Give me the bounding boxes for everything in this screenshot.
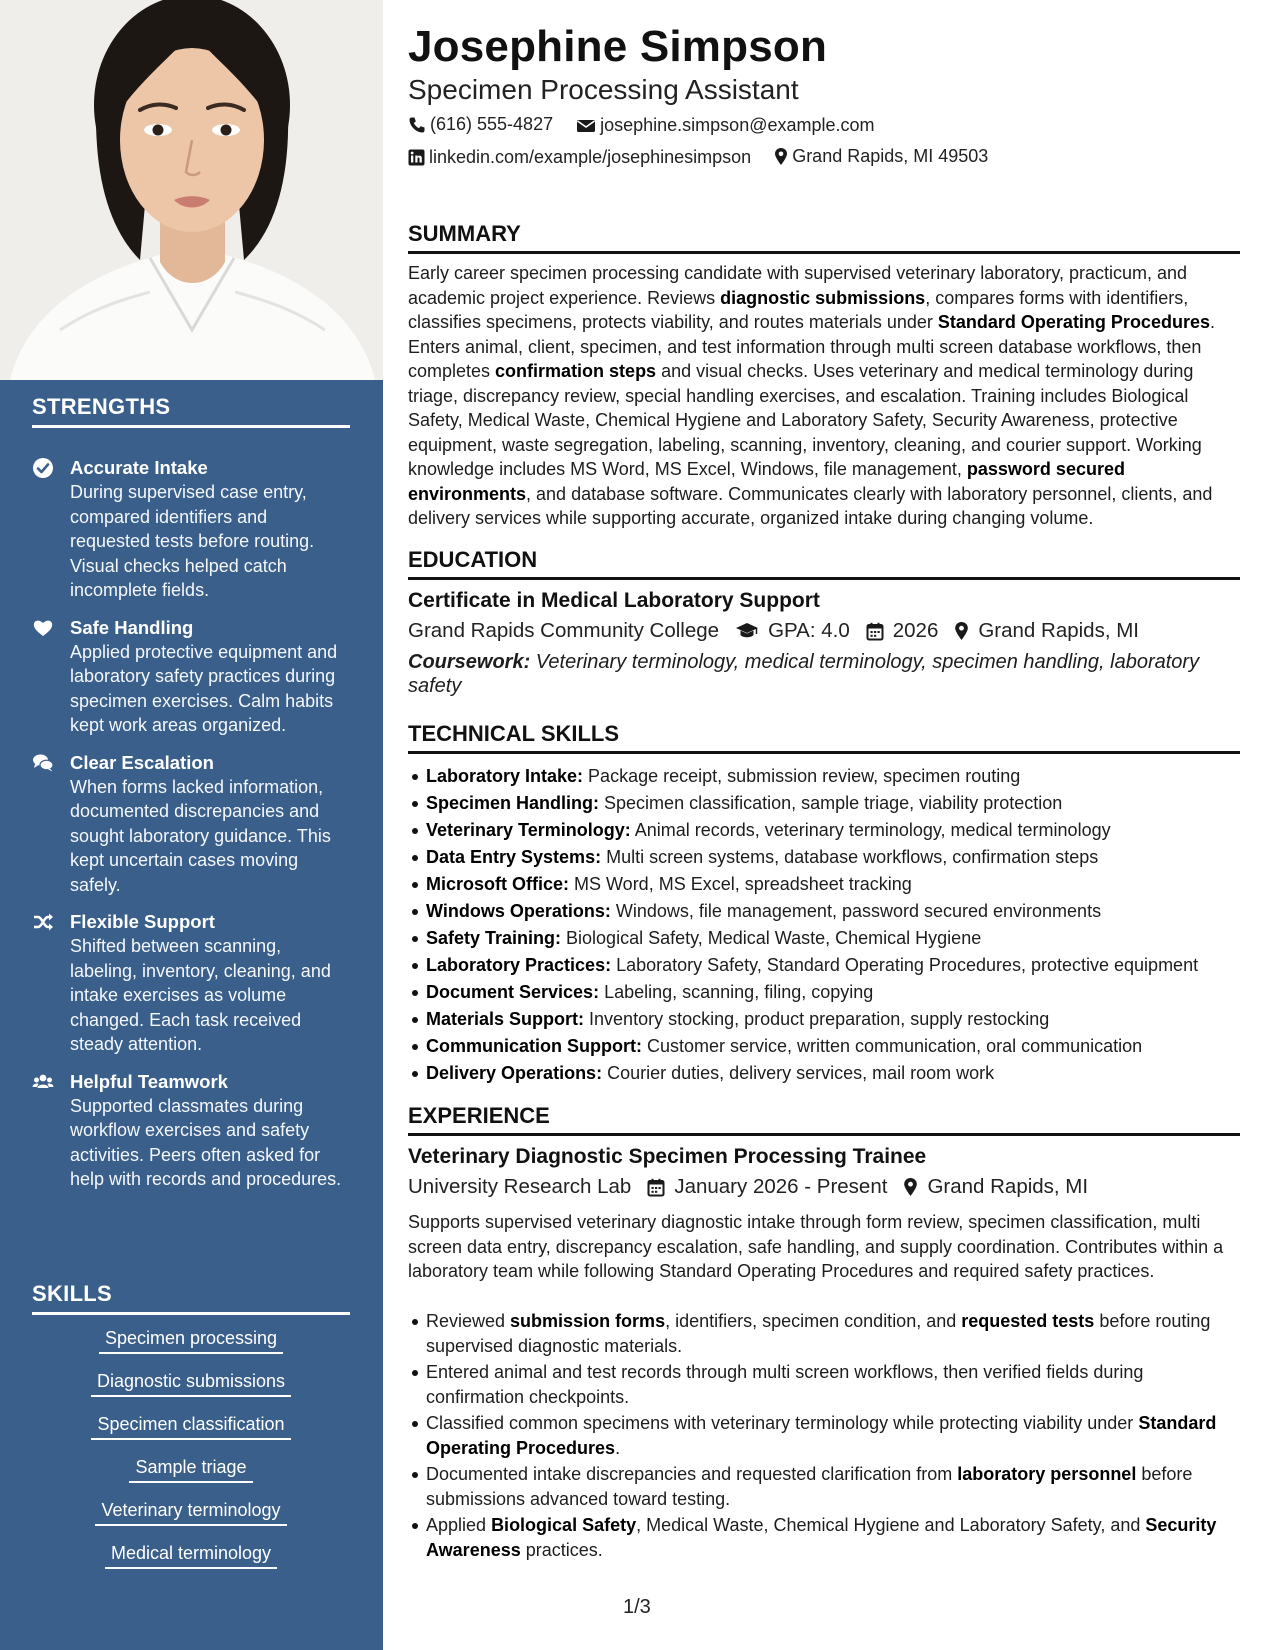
list-item: Microsoft Office: MS Word, MS Excel, spreadsheet tracking (426, 871, 1240, 898)
strengths-heading: STRENGTHS (32, 394, 350, 428)
strength-description: During supervised case entry, compared identifiers and requested tests before routing. Visual checks helped catch incomplete fields. (70, 482, 315, 600)
profile-photo (0, 0, 383, 380)
strength-item (32, 456, 352, 603)
strength-title: Safe Handling (70, 616, 194, 638)
education-details (408, 619, 1155, 643)
education-location: Grand Rapids, MI (954, 619, 1139, 643)
heart-icon (32, 617, 54, 639)
list-item: Communication Support: Customer service, written communication, oral communication (426, 1033, 1240, 1060)
employment-dates: January 2026 - Present (647, 1175, 887, 1199)
contact-row (408, 146, 1006, 171)
organization: University Research Lab (408, 1175, 632, 1198)
job-role: Veterinary Diagnostic Specimen Processing Trainee (408, 1145, 927, 1168)
list-item: Document Services: Labeling, scanning, filing, copying (426, 979, 1240, 1006)
degree-title: Certificate in Medical Laboratory Support (408, 589, 820, 612)
users-icon (32, 1071, 54, 1093)
map-pin-icon (774, 147, 788, 166)
list-item: Documented intake discrepancies and requested clarification from laboratory personnel before submissions advanced toward testing. (426, 1462, 1240, 1511)
strength-description: When forms lacked information, documented discrepancies and sought laboratory guidance. This kept uncertain cases moving safely. (70, 776, 331, 895)
shuffle-icon (32, 911, 54, 933)
strength-item (32, 751, 352, 898)
strength-title: Helpful Teamwork (70, 1070, 228, 1092)
comments-icon (32, 752, 54, 774)
gpa: GPA: 4.0 (735, 619, 850, 643)
list-item: Data Entry Systems: Multi screen systems, database workflows, confirmation steps (426, 844, 1240, 871)
skill-tag: Veterinary terminology (32, 1498, 350, 1526)
technical-skills-list (426, 763, 1240, 1087)
location-contact: Grand Rapids, MI 49503 (774, 146, 988, 167)
list-item: Entered animal and test records through multi screen workflows, then verified fields during confirmation checkpoints. (426, 1360, 1240, 1409)
list-item: Laboratory Intake: Package receipt, submission review, specimen routing (426, 763, 1240, 790)
education-heading: EDUCATION (408, 547, 1240, 580)
email-contact[interactable]: josephine.simpson@example.com (576, 115, 874, 136)
strength-description: Applied protective equipment and laboratory safety practices during specimen exercises. Calm habits kept work areas organized. (70, 641, 338, 735)
experience-summary: Supports supervised veterinary diagnostic intake through form review, specimen classification, multi screen data entry, discrepancy escalation, safe handling, and supply coordination. Contributes within a laboratory team while following Standard Operating Procedures and required safety practices. (408, 1212, 1224, 1281)
list-item: Applied Biological Safety, Medical Waste, Chemical Hygiene and Laboratory Safety, and Security Awareness practices. (426, 1513, 1240, 1562)
strength-item (32, 910, 352, 1057)
experience-location: Grand Rapids, MI (903, 1175, 1088, 1199)
page-number: 1/3 (623, 1596, 651, 1618)
linkedin-icon (408, 149, 425, 166)
calendar-icon (866, 622, 884, 641)
phone-contact[interactable]: (616) 555-4827 (408, 114, 553, 135)
list-item: Veterinary Terminology: Animal records, veterinary terminology, medical terminology (426, 817, 1240, 844)
phone-icon (408, 116, 426, 134)
map-pin-icon (903, 1177, 918, 1197)
calendar-icon (647, 1178, 665, 1197)
strengths-list (32, 456, 352, 1205)
coursework: Coursework: Veterinary terminology, medical terminology, specimen handling, laboratory safety (408, 651, 1200, 697)
linkedin-contact[interactable]: linkedin.com/example/josephinesimpson (408, 147, 751, 168)
experience-details (408, 1175, 1104, 1199)
envelope-icon (576, 118, 596, 134)
skill-tag: Sample triage (32, 1455, 350, 1483)
skill-tag: Specimen classification (32, 1412, 350, 1440)
list-item: Laboratory Practices: Laboratory Safety, Standard Operating Procedures, protective equipment (426, 952, 1240, 979)
check-circle-icon (32, 457, 54, 479)
strength-description: Shifted between scanning, labeling, inventory, cleaning, and intake exercises as volume changed. Each task received steady attention. (70, 936, 331, 1054)
strength-item (32, 1070, 352, 1192)
list-item: Windows Operations: Windows, file management, password secured environments (426, 898, 1240, 925)
skills-heading: SKILLS (32, 1281, 350, 1315)
list-item: Delivery Operations: Courier duties, delivery services, mail room work (426, 1060, 1240, 1087)
technical-skills-heading: TECHNICAL SKILLS (408, 721, 1240, 754)
sidebar (0, 0, 383, 1650)
strength-title: Flexible Support (70, 911, 215, 932)
graduation-cap-icon (735, 622, 759, 640)
experience-bullets (426, 1309, 1240, 1564)
summary-heading: SUMMARY (408, 221, 1240, 254)
graduation-year: 2026 (866, 619, 939, 643)
experience-heading: EXPERIENCE (408, 1103, 1240, 1136)
strength-item (32, 616, 352, 738)
job-title: Specimen Processing Assistant (408, 74, 799, 105)
strength-description: Supported classmates during workflow exercises and safety activities. Peers often asked for help with records and procedures. (70, 1095, 342, 1189)
skill-tag: Diagnostic submissions (32, 1369, 350, 1397)
school-name: Grand Rapids Community College (408, 619, 720, 642)
strength-title: Clear Escalation (70, 751, 214, 773)
skills-list (32, 1326, 350, 1584)
list-item: Reviewed submission forms, identifiers, specimen condition, and requested tests before routing supervised diagnostic materials. (426, 1309, 1240, 1358)
skill-tag: Specimen processing (32, 1326, 350, 1354)
strength-title: Accurate Intake (70, 457, 208, 478)
list-item: Safety Training: Biological Safety, Medical Waste, Chemical Hygiene (426, 925, 1240, 952)
map-pin-icon (954, 621, 969, 641)
summary-text: Early career specimen processing candidate with supervised veterinary laboratory, practicum, and academic project experience. Reviews diagnostic submissions, compares forms with identifiers, classifies specimens, protects viability, and routes materials under Standard Operating Procedures. Enters animal, client, specimen, and test information through multi screen database workflows, then completes confirmation steps and visual checks. Uses veterinary and medical terminology during triage, discrepancy review, special handling exercises, and escalation. Training includes Biological Safety, Medical Waste, Chemical Hygiene and Laboratory Safety, Security Awareness, protective equipment, waste segregation, labeling, scanning, inventory, cleaning, and courier support. Working knowledge includes MS Word, MS Excel, Windows, file management, password secured environments, and database software. Communicates clearly with laboratory personnel, clients, and delivery services while supporting accurate, organized intake during changing volume. (408, 263, 1215, 528)
list-item: Classified common specimens with veterinary terminology while protecting viability under Standard Operating Procedures. (426, 1411, 1240, 1460)
list-item: Materials Support: Inventory stocking, product preparation, supply restocking (426, 1006, 1240, 1033)
candidate-name: Josephine Simpson (408, 22, 828, 71)
skill-tag: Medical terminology (32, 1541, 350, 1569)
contact-row (408, 114, 893, 139)
list-item: Specimen Handling: Specimen classification, sample triage, viability protection (426, 790, 1240, 817)
